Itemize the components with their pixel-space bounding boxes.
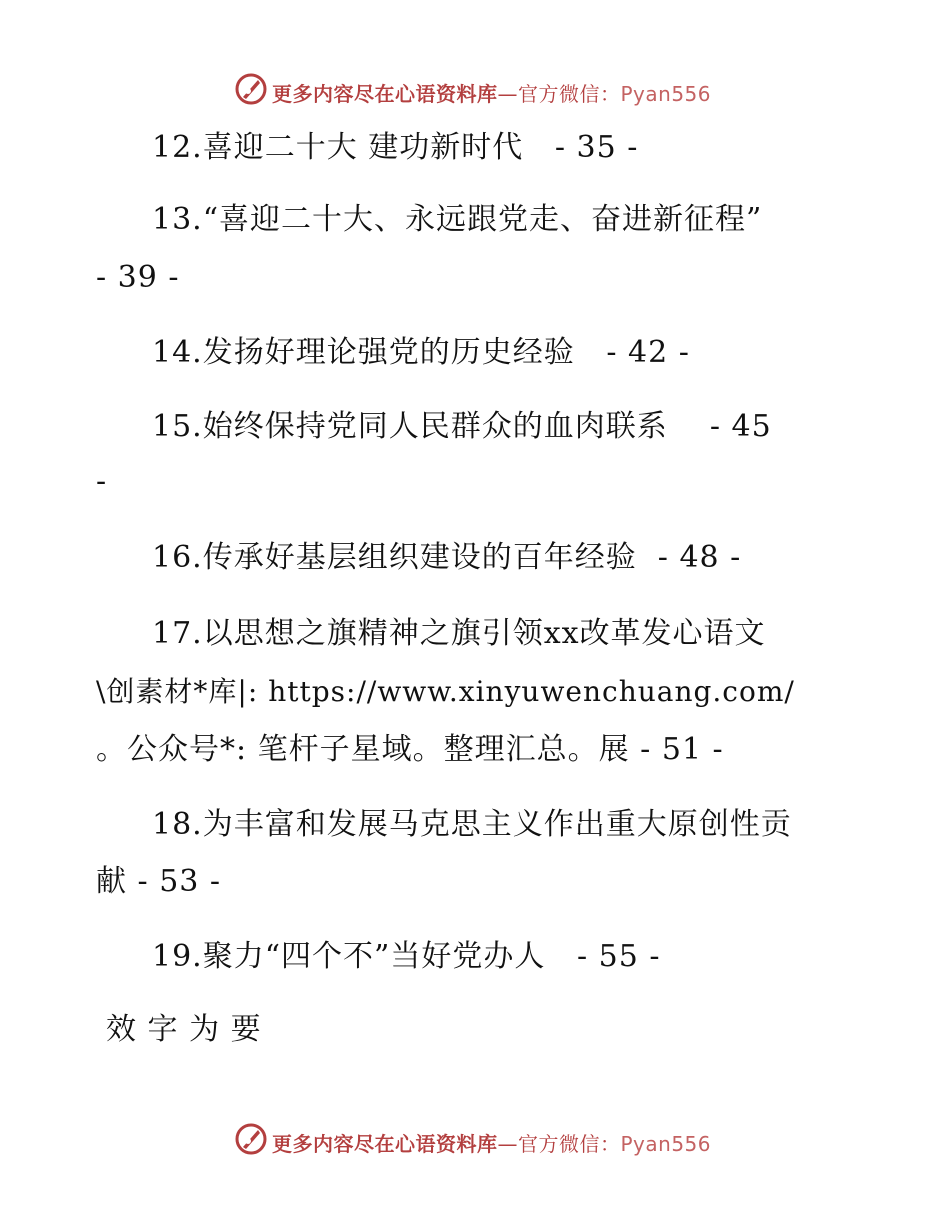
watermark-brand: 更多内容尽在心语资料库 — [272, 82, 498, 106]
watermark-wechat-label: 官方微信： — [518, 1132, 621, 1156]
toc-item-18-line2: 献 - 53 - — [96, 864, 222, 899]
toc-item-19: 19.聚力“四个不”当好党办人 - 55 - — [152, 939, 661, 974]
watermark-separator: — — [497, 82, 518, 106]
footer-text: 效 字 为 要 — [106, 1012, 262, 1047]
toc-item-15-line1: 15.始终保持党同人民群众的血肉联系 - 45 — [152, 409, 772, 444]
toc-item-14: 14.发扬好理论强党的历史经验 - 42 - — [152, 335, 690, 370]
toc-item-12: 12.喜迎二十大 建功新时代 - 35 - — [152, 130, 639, 165]
toc-item-17-line1: 17.以思想之旗精神之旗引领xx改革发心语文 — [152, 616, 766, 651]
watermark-wechat-label: 官方微信： — [518, 82, 621, 106]
watermark-separator: — — [497, 1132, 518, 1156]
toc-item-13-line1: 13.“喜迎二十大、永远跟党走、奋进新征程” — [152, 202, 763, 237]
toc-item-15-line2: - — [96, 464, 108, 499]
toc-item-13-line2: - 39 - — [96, 260, 180, 295]
watermark-text — [272, 1128, 711, 1157]
watermark-wechat-id: Pyan556 — [620, 82, 712, 106]
toc-item-16: 16.传承好基层组织建设的百年经验 - 48 - — [152, 540, 742, 575]
quill-logo-icon — [234, 1122, 268, 1156]
watermark-footer — [0, 1120, 950, 1160]
watermark-wechat-id: Pyan556 — [620, 1132, 712, 1156]
toc-item-17-line2: \创素材*库|: https://www.xinyuwenchuang.com/ — [96, 675, 795, 708]
watermark-brand: 更多内容尽在心语资料库 — [272, 1132, 498, 1156]
toc-item-17-line3: 。公众号*: 笔杆子星域。整理汇总。展 - 51 - — [96, 732, 724, 767]
toc-item-18-line1: 18.为丰富和发展马克思主义作出重大原创性贡 — [152, 807, 792, 842]
